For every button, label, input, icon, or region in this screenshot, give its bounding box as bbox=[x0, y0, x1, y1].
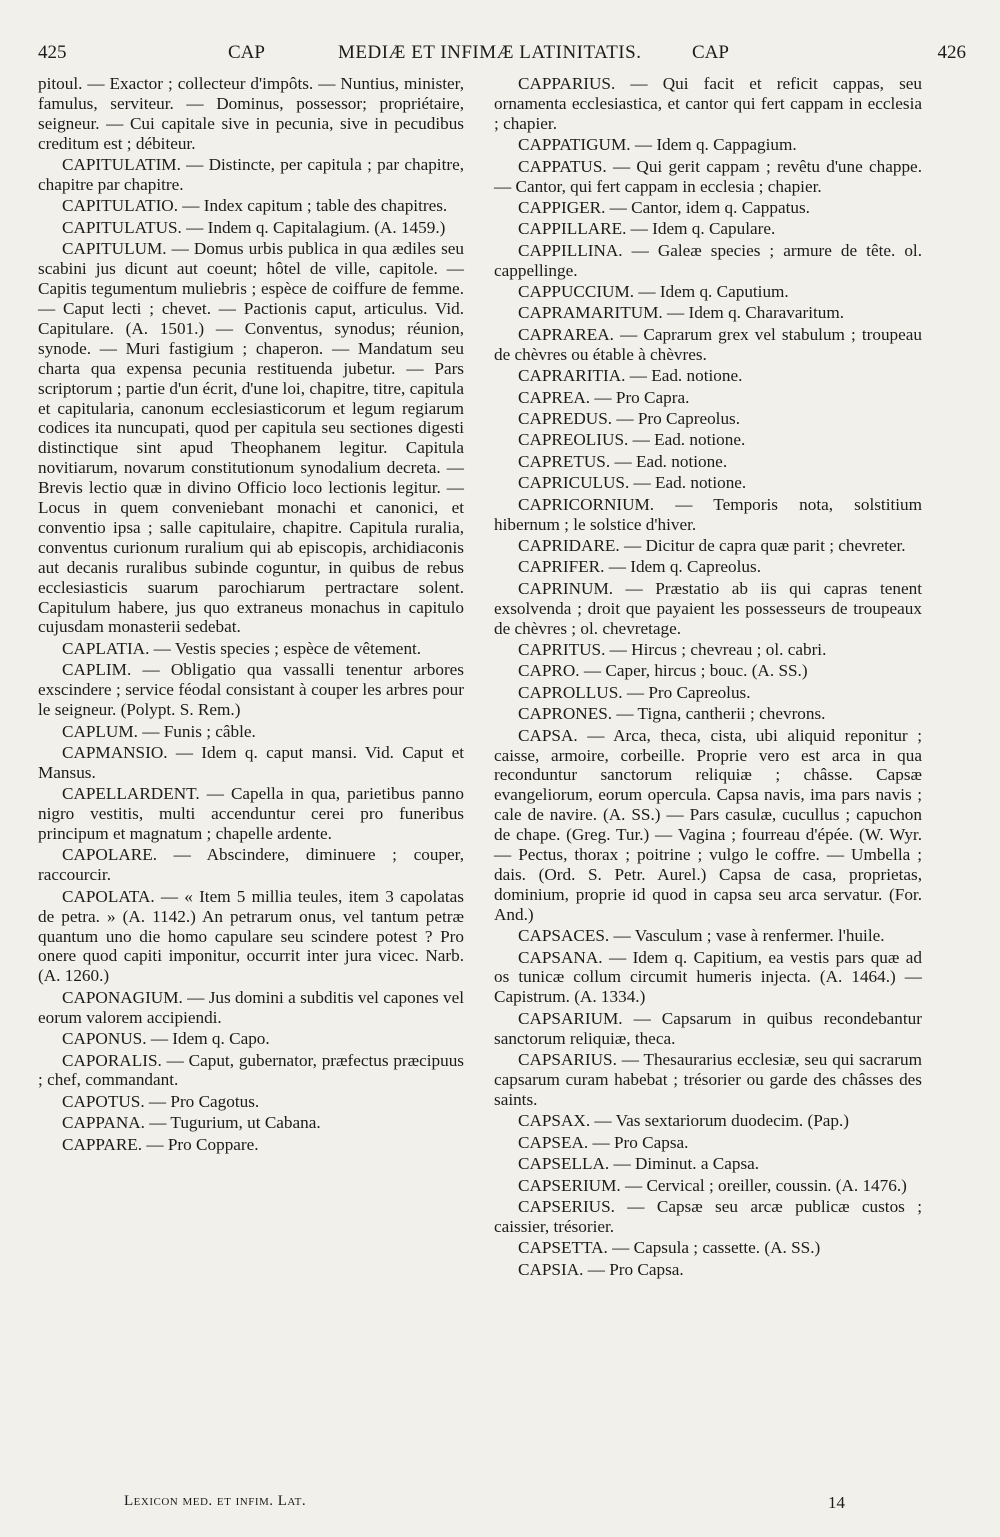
entry-text: CAPRICULUS. — Ead. notione. bbox=[518, 473, 747, 493]
entry-text: CAPPATIGUM. — Idem q. Cappagium. bbox=[518, 135, 797, 155]
entry-text: CAPITULATUS. — Indem q. Capitalagium. (A. 1459.) bbox=[62, 217, 446, 237]
right-column bbox=[494, 74, 922, 1281]
entry-text: CAPRINUM. — Præstatio ab iis qui capras tenent exsolvenda ; droit que payaient les possesseurs de troupeaux de chèvres ; ol. chevretage. bbox=[494, 578, 922, 638]
entry-text: CAPOLATA. — « Item 5 millia teules, item 3 capolatas de petra. » (A. 1142.) An petrarum onus, vel tantum petræ quantum uno die homo capulare seu scindere potest ? Pro onere quod capiti imponitur, occurrit inter jura vicec. Narb. (A. 1260.) bbox=[38, 886, 464, 986]
entry-text: CAPPARIUS. — Qui facit et reficit cappas, seu ornamenta ecclesiastica, et cantor qui fert cappam in ecclesia ; chapier. bbox=[494, 74, 922, 133]
entry-text: CAPSERIUS. — Capsæ seu arcæ publicæ custos ; caissier, trésorier. bbox=[494, 1196, 922, 1236]
entry-text: CAPSA. — Arca, theca, cista, ubi aliquid reponitur ; caisse, armoire, corbeille. Proprie vero est arca in qua reconduntur sanctorum reliquiæ ; châsse. Capsæ evangeliorum, eorum opercula. Capsa navis, ima pars navis ; cale de navire. (A. SS.) — Pars casulæ, cucullus ; capuchon de chape. (Greg. Tur.) — Vagina ; fourreau d'épée. (W. Wyr. — Pectus, thorax ; poitrine ; vulgo le coffre. — Umbella ; dais. (Ord. S. Petr. Aurel.) Capsa de casa, proprietas, dominium, proprie id quod in capsa seu arca servatur. (For. And.) bbox=[494, 725, 922, 924]
entry-text: CAPRIFER. — Idem q. Capreolus. bbox=[518, 557, 762, 577]
entry-text: CAPREOLIUS. — Ead. notione. bbox=[518, 430, 746, 450]
entry-text: CAPOTUS. — Pro Cagotus. bbox=[62, 1091, 260, 1111]
entry-text: CAPRETUS. — Ead. notione. bbox=[518, 451, 728, 471]
entry-text: CAPRIDARE. — Dicitur de capra quæ parit ; chevreter. bbox=[518, 535, 906, 555]
entry-text: pitoul. — Exactor ; collecteur d'impôts. — Nuntius, minister, famulus, serviteur. — Dominus, possessor; propriétaire, seigneur. — Cui capitale sive in pecunia, sive in pecudibus creditum est ; débiteur. bbox=[38, 74, 464, 153]
entry-text: CAPPUCCIUM. — Idem q. Caputium. bbox=[518, 282, 789, 302]
entry-text: CAPITULUM. — Domus urbis publica in qua ædiles seu scabini jus dicunt aut coeunt; hôtel de ville, capitole. — Capitis tegumentum muliebris ; espèce de coiffure de femme. — Caput lecti ; chevet. — Pactionis caput, articulus. Vid. Capitulare. (A. 1501.) — Conventus, synodus; réunion, synode. — Muri fastigium ; chaperon. — Mandatum seu charta qua expensa pecunia restituenda jubetur. — Pars scriptorum ; partie d'un écrit, d'une loi, chapitre, titre, capitula et capitularia, canonum ecclesiasticorum et legum regiarum codices ita nuncupati, quod per capitula seu sectiones digesti distinctique sint apud Theophanem legitur. Capitula novitiarum, novarum constitutionum synodalium decreta. — Brevis lectio quæ in divino Officio loco lectionis legitur. — Locus in quem conveniebant monachi et canonici, et conventio ipsa ; salle capitulaire, chapitre. Capitula ruralia, conventus curionum ruralium qui ab episcopis, archidiaconis aut decanis ruralibus subinde coguntur, in quibus de rebus ecclesiasticis suarum parochiarum pertractare solent. Capitulum habere, jus quo extraneus monachus in capitulo cujusdam monasterii sedebat. bbox=[38, 239, 464, 637]
entry-text: CAPLUM. — Funis ; câble. bbox=[62, 721, 256, 741]
entry-text: CAPPILLARE. — Idem q. Capulare. bbox=[518, 219, 776, 239]
entry-text: CAPRAREA. — Caprarum grex vel stabulum ; troupeau de chèvres ou étable à chèvres. bbox=[494, 324, 922, 364]
header-title: MEDIÆ ET INFIMÆ LATINITATIS. bbox=[338, 42, 642, 63]
entry-text: CAPRONES. — Tigna, cantherii ; chevrons. bbox=[518, 704, 826, 724]
entry-text: CAPORALIS. — Caput, gubernator, præfectus præcipuus ; chef, commandant. bbox=[38, 1050, 464, 1090]
entry-text: CAPSETTA. — Capsula ; cassette. (A. SS.) bbox=[518, 1238, 821, 1258]
entry-text: CAPSARIUS. — Thesaurarius ecclesiæ, seu qui sacrarum capsarum curam habebat ; trésorier ou garde des châsses des saints. bbox=[494, 1050, 922, 1109]
entry-text: CAPSERIUM. — Cervical ; oreiller, coussin. (A. 1476.) bbox=[518, 1175, 907, 1195]
entry-text: CAPLATIA. — Vestis species ; espèce de vêtement. bbox=[62, 638, 422, 658]
entry-text: CAPLIM. — Obligatio qua vassalli tenentur arbores exscindere ; service féodal consistant à couper les arbres pour le seigneur. (Polypt. S. Rem.) bbox=[38, 660, 464, 720]
entry-text: CAPREA. — Pro Capra. bbox=[518, 387, 690, 407]
entry-text: CAPSELLA. — Diminut. a Capsa. bbox=[518, 1154, 760, 1174]
entry-text: CAPSANA. — Idem q. Capitium, ea vestis pars quæ ad os tunicæ collum circumit humeris injecta. (A. 1464.) — Capistrum. (A. 1334.) bbox=[494, 947, 922, 1007]
entry-text: CAPPILLINA. — Galeæ species ; armure de tête. ol. cappellinge. bbox=[494, 240, 922, 280]
page-footer bbox=[38, 1493, 966, 1519]
entry-text: CAPSIA. — Pro Capsa. bbox=[518, 1259, 684, 1279]
entry-text: CAPRARITIA. — Ead. notione. bbox=[518, 366, 743, 386]
entry-text: CAPSACES. — Vasculum ; vase à renfermer. l'huile. bbox=[518, 926, 885, 946]
entry-text: CAPRICORNIUM. — Temporis nota, solstitium hibernum ; le solstice d'hiver. bbox=[494, 494, 922, 534]
entry-text: CAPRO. — Caper, hircus ; bouc. (A. SS.) bbox=[518, 661, 808, 681]
entry-text: CAPREDUS. — Pro Capreolus. bbox=[518, 409, 741, 428]
entry-text: CAPPATUS. — Qui gerit cappam ; revêtu d'une chappe. — Cantor, qui fert cappam in ecclesia ; chapier. bbox=[494, 156, 922, 196]
running-header bbox=[38, 38, 966, 68]
entry-text: CAPPANA. — Tugurium, ut Cabana. bbox=[62, 1113, 321, 1133]
entry-text: CAPPARE. — Pro Coppare. bbox=[62, 1134, 259, 1154]
entry-text: CAPMANSIO. — Idem q. caput mansi. Vid. Caput et Mansus. bbox=[38, 742, 464, 782]
entry-text: CAPSARIUM. — Capsarum in quibus recondebantur sanctorum reliquiæ, theca. bbox=[494, 1008, 922, 1048]
entry-text: CAPRAMARITUM. — Idem q. Charavaritum. bbox=[518, 303, 845, 323]
page-number-left: 425 bbox=[38, 42, 67, 63]
entry-text: CAPONUS. — Idem q. Capo. bbox=[62, 1029, 270, 1049]
header-guide-word-left: CAP bbox=[228, 42, 265, 63]
entry-text: CAPSEA. — Pro Capsa. bbox=[518, 1132, 689, 1152]
entry-text: CAPSAX. — Vas sextariorum duodecim. (Pap.) bbox=[518, 1111, 849, 1131]
entry-text: CAPPIGER. — Cantor, idem q. Cappatus. bbox=[518, 197, 810, 217]
left-column bbox=[38, 74, 464, 1156]
header-guide-word-right: CAP bbox=[692, 42, 729, 63]
entry-text: CAPOLARE. — Abscindere, diminuere ; couper, raccourcir. bbox=[38, 845, 464, 885]
entry-text: CAPRITUS. — Hircus ; chevreau ; ol. cabri. bbox=[518, 639, 827, 659]
entry-text: CAPITULATIO. — Index capitum ; table des chapitres. bbox=[62, 196, 448, 216]
page-number-right: 426 bbox=[937, 42, 966, 63]
entry-text: CAPITULATIM. — Distincte, per capitula ; par chapitre, chapitre par chapitre. bbox=[38, 155, 464, 195]
entry-text: CAPONAGIUM. — Jus domini a subditis vel capones vel eorum valorem accipiendi. bbox=[38, 987, 464, 1027]
footer-sheet-number: 14 bbox=[828, 1493, 845, 1512]
entry-text: CAPELLARDENT. — Capella in qua, parietibus panno nigro vestitis, multi accenduntur cerei pro funeribus principum et magnatum ; chapelle ardente. bbox=[38, 784, 464, 844]
entry-text: CAPROLLUS. — Pro Capreolus. bbox=[518, 682, 751, 702]
footer-signature: Lexicon med. et infim. Lat. bbox=[124, 1493, 307, 1509]
